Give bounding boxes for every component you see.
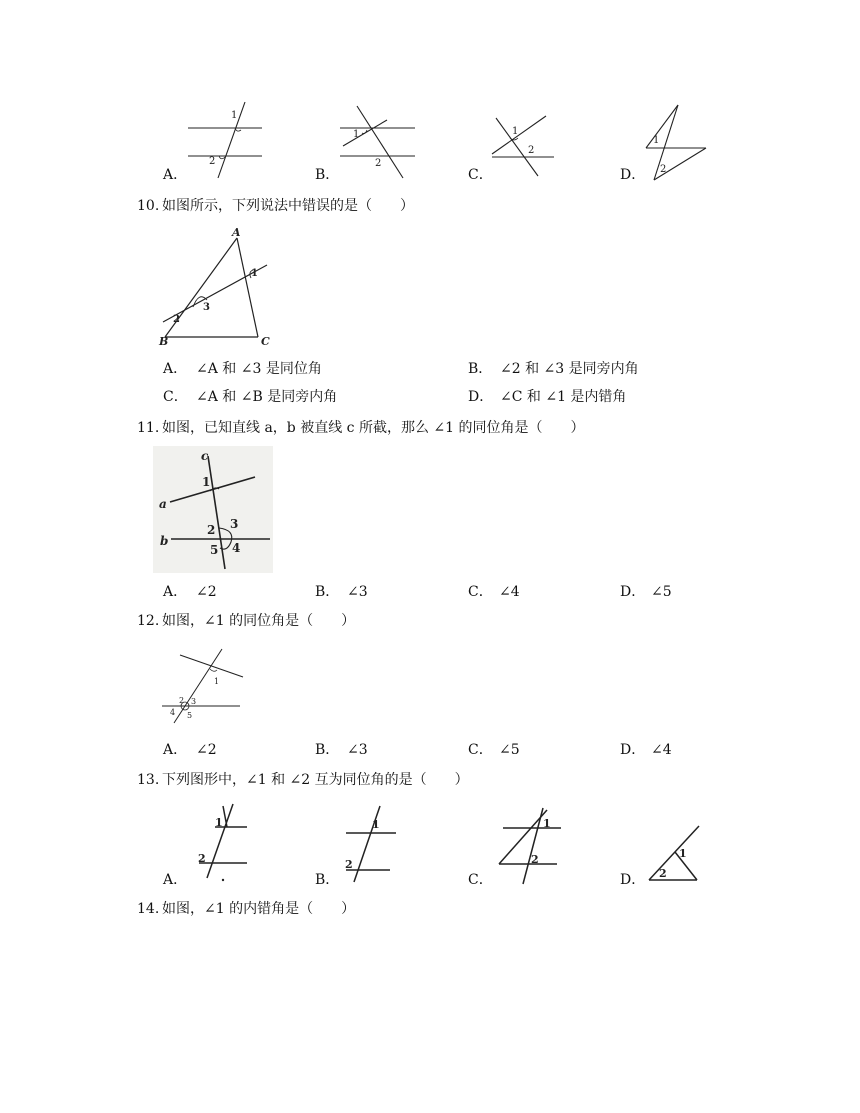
- q14-stem: 如图，∠1 的内错角是（ ）: [162, 901, 356, 917]
- q10-stem: 如图所示，下列说法中错误的是（ ）: [162, 198, 414, 214]
- q11-option-a-label: A．: [163, 584, 188, 600]
- q10-angle-1: 1: [251, 268, 258, 279]
- q10-vertex-a: A: [232, 226, 241, 239]
- q11-angle-4: 4: [232, 541, 241, 555]
- q10-option-c-label: C．: [163, 389, 188, 405]
- q9-figure-c: [488, 112, 560, 182]
- q10-option-b-text: ∠2 和 ∠3 是同旁内角: [500, 361, 639, 377]
- q13c-angle1: 1: [543, 817, 551, 830]
- q10-option-d-text: ∠C 和 ∠1 是内错角: [500, 389, 627, 405]
- q12-stem: 如图，∠1 的同位角是（ ）: [162, 613, 356, 629]
- q9c-angle1: 1: [512, 126, 519, 137]
- q10-vertex-b: B: [159, 335, 169, 348]
- q12-option-c-label: C．: [468, 742, 493, 758]
- q9d-angle2: 2: [660, 164, 667, 175]
- q13-stem: 下列图形中，∠1 和 ∠2 互为同位角的是（ ）: [162, 772, 469, 788]
- q10-figure: [155, 225, 285, 350]
- q9c-angle2: 2: [528, 145, 535, 156]
- q11-angle-1: 1: [202, 475, 211, 489]
- q12-angle-4: 4: [170, 708, 176, 717]
- q11-angle-2: 2: [207, 523, 216, 537]
- q12-option-a-text: ∠2: [196, 742, 217, 758]
- q11-angle-3: 3: [230, 517, 239, 531]
- q11-angle-5: 5: [210, 543, 219, 557]
- q10-number: 10.: [137, 198, 160, 214]
- q11-line-c: c: [201, 449, 209, 463]
- q13-option-b-label: B．: [315, 872, 340, 888]
- q9a-angle2: 2: [209, 156, 216, 167]
- q13-option-c-label: C．: [468, 872, 493, 888]
- q12-angle-2: 2: [179, 696, 185, 705]
- q13-figure-d: [645, 822, 705, 884]
- q13a-angle1: 1: [215, 816, 223, 829]
- q9-figure-b: [335, 100, 420, 180]
- q11-line-b: b: [160, 534, 169, 548]
- q11-option-d-text: ∠5: [651, 584, 672, 600]
- q11-option-c-label: C．: [468, 584, 493, 600]
- q12-option-b-text: ∠3: [347, 742, 368, 758]
- q12-number: 12.: [137, 613, 160, 629]
- q12-figure: [160, 643, 245, 728]
- q12-option-c-text: ∠5: [499, 742, 520, 758]
- q10-angle-2: 2: [173, 314, 180, 325]
- q11-stem: 如图，已知直线 a，b 被直线 c 所截，那么 ∠1 的同位角是（ ）: [162, 420, 585, 436]
- q10-angle-3: 3: [203, 302, 210, 313]
- q11-option-c-text: ∠4: [499, 584, 520, 600]
- q13a-angle2: 2: [198, 852, 206, 865]
- q11-figure: [153, 446, 273, 573]
- q13d-angle1: 1: [679, 847, 687, 860]
- q11-line-a: a: [159, 497, 167, 511]
- q9a-angle1: 1: [231, 110, 238, 121]
- q9-option-b-label: B．: [315, 167, 340, 183]
- q13-option-d-label: D．: [620, 872, 646, 888]
- q9b-angle2: 2: [375, 158, 382, 169]
- q11-option-b-text: ∠3: [347, 584, 368, 600]
- q13b-angle2: 2: [345, 858, 353, 871]
- q12-option-b-label: B．: [315, 742, 340, 758]
- q13-number: 13.: [137, 772, 160, 788]
- q12-option-d-label: D．: [620, 742, 646, 758]
- q9-figure-a: [185, 100, 265, 180]
- q9b-angle1: 1: [353, 129, 360, 140]
- q10-option-d-label: D．: [468, 389, 494, 405]
- q10-option-b-label: B．: [468, 361, 493, 377]
- q13-figure-b: [340, 800, 400, 885]
- q10-option-a-text: ∠A 和 ∠3 是同位角: [196, 361, 322, 377]
- q11-number: 11.: [137, 420, 160, 436]
- q11-option-a-text: ∠2: [196, 584, 217, 600]
- q12-angle-3: 3: [191, 697, 197, 706]
- q12-angle-5: 5: [187, 711, 193, 720]
- q13c-angle2: 2: [531, 853, 539, 866]
- q10-vertex-c: C: [261, 335, 270, 348]
- q13-figure-c: [497, 806, 567, 886]
- q10-option-c-text: ∠A 和 ∠B 是同旁内角: [196, 389, 338, 405]
- q13b-angle1: 1: [372, 818, 380, 831]
- q12-angle-1: 1: [214, 677, 220, 686]
- q11-option-b-label: B．: [315, 584, 340, 600]
- q13d-angle2: 2: [659, 867, 667, 880]
- q12-option-a-label: A．: [163, 742, 188, 758]
- q9d-angle1: 1: [653, 135, 660, 146]
- q9-option-c-label: C．: [468, 167, 493, 183]
- q9-figure-d: [640, 102, 712, 184]
- q10-option-a-label: A．: [163, 361, 188, 377]
- q9-option-a-label: A．: [163, 167, 188, 183]
- q11-option-d-label: D．: [620, 584, 646, 600]
- q13-option-a-label: A．: [163, 872, 188, 888]
- q9-option-d-label: D．: [620, 167, 646, 183]
- q12-option-d-text: ∠4: [651, 742, 672, 758]
- q13-figure-a: [195, 800, 255, 882]
- q14-number: 14.: [137, 901, 160, 917]
